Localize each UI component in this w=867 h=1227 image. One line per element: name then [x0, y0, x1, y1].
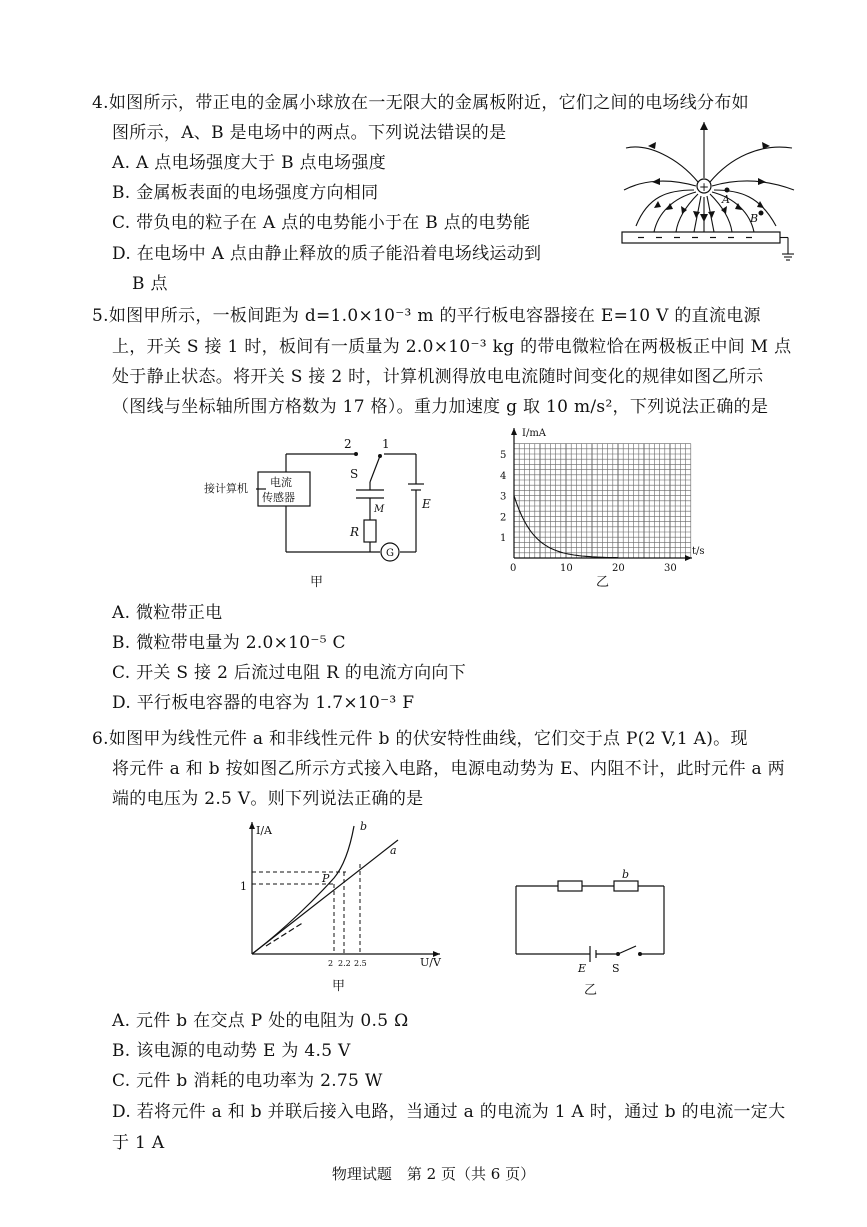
q4-stem-line-2: 图所示，A、B 是电场中的两点。下列说法错误的是: [112, 123, 507, 143]
q5-circuit-figure: [200, 434, 440, 594]
q4-option-d: D. 在电场中 A 点由静止释放的质子能沿着电场线运动到: [112, 244, 542, 264]
point-m-label: M: [374, 504, 385, 515]
emf-label: E: [422, 497, 431, 511]
element-a: [558, 881, 582, 891]
q6-graph-caption: 甲: [332, 979, 346, 994]
x-tick-label: 10: [560, 563, 573, 574]
q6-switch-label: S: [612, 962, 620, 975]
q4-option-b: B. 金属板表面的电场强度方向相同: [112, 183, 379, 203]
q6-circuit-caption: 乙: [584, 983, 598, 998]
u-tick-2-5: 2.5: [354, 959, 367, 968]
computer-label: 接计算机: [204, 482, 248, 495]
q4-stem-line-1: 4.如图所示，带正电的金属小球放在一无限大的金属板附近，它们之间的电场线分布如: [92, 93, 749, 113]
q5-option-a: A. 微粒带正电: [112, 603, 223, 623]
element-b-label: b: [622, 868, 630, 881]
x-axis-label: t/s: [692, 546, 705, 557]
i-axis-label: I/A: [256, 824, 272, 837]
q6-stem-line-3: 端的电压为 2.5 V。则下列说法正确的是: [112, 789, 424, 809]
ground-icon: [780, 238, 794, 261]
q4-option-d-cont: B 点: [132, 274, 168, 294]
curve-b: [252, 826, 354, 954]
q6-iv-graph: [226, 818, 456, 996]
q6-option-b: B. 该电源的电动势 E 为 4.5 V: [112, 1041, 351, 1061]
switch-label: S: [350, 467, 359, 481]
q5-stem-line-1: 5.如图甲所示，一板间距为 d=1.0×10⁻³ m 的平行板电容器接在 E=10 V 的直流电源: [92, 306, 761, 326]
curve-b-label: b: [360, 820, 368, 833]
sensor-label-1: 电流: [270, 476, 292, 489]
x-tick-label: 0: [510, 563, 517, 574]
q5-option-b: B. 微粒带电量为 2.0×10⁻⁵ C: [112, 633, 346, 653]
plus-label: +: [699, 180, 710, 194]
q6-emf-label: E: [578, 962, 587, 975]
page-footer: 物理试题 第 2 页（共 6 页）: [331, 1165, 536, 1183]
q6-series-circuit: [508, 866, 672, 998]
q6-option-a: A. 元件 b 在交点 P 处的电阻为 0.5 Ω: [112, 1011, 409, 1031]
metal-plate: [622, 232, 780, 243]
galvanometer-label: G: [386, 548, 394, 559]
point-a-label: A: [722, 193, 730, 206]
u-tick-2-2: 2.2: [338, 959, 351, 968]
point-b-dot: [759, 211, 764, 216]
x-tick-label: 20: [612, 563, 625, 574]
q4-option-a: A. A 点电场强度大于 B 点电场强度: [112, 153, 387, 173]
resistor-label: R: [350, 525, 360, 539]
q5-current-graph: [492, 422, 712, 592]
q5-graph-caption: 乙: [596, 575, 610, 590]
q6-option-c: C. 元件 b 消耗的电功率为 2.75 W: [112, 1071, 383, 1091]
resistor-r: [364, 520, 376, 542]
y-tick-label: 5: [500, 450, 507, 461]
u-tick-2: 2: [328, 959, 334, 968]
q6-stem-line-1: 6.如图甲为线性元件 a 和非线性元件 b 的伏安特性曲线，它们交于点 P(2 V,1 A)。现: [92, 729, 748, 749]
y-tick-label: 2: [500, 512, 507, 524]
y-axis-label: I/mA: [522, 428, 547, 439]
q5-option-c: C. 开关 S 接 2 后流过电阻 R 的电流方向向下: [112, 663, 466, 683]
q5-stem-line-4: （图线与坐标轴所围方格数为 17 格）。重力加速度 g 取 10 m/s²，下列说法正确的是: [112, 397, 769, 417]
u-axis-label: U/V: [420, 956, 441, 969]
y-tick-label: 4: [500, 470, 507, 482]
q6-option-d: D. 若将元件 a 和 b 并联后接入电路，当通过 a 的电流为 1 A 时，通过 b 的电流一定大: [112, 1102, 786, 1122]
point-p-label: P: [322, 872, 330, 885]
q4-field-figure: [618, 118, 800, 268]
q5-circuit-caption: 甲: [310, 575, 324, 590]
q4-option-c: C. 带负电的粒子在 A 点的电势能小于在 B 点的电势能: [112, 213, 531, 233]
q5-stem-line-2: 上，开关 S 接 1 时，板间有一质量为 2.0×10⁻³ kg 的带电微粒恰在两极板正中间 M 点: [112, 337, 792, 357]
sensor-label-2: 传感器: [262, 491, 295, 504]
switch-pos-2: 2: [344, 437, 352, 451]
switch-pos-1: 1: [382, 437, 390, 451]
x-tick-label: 30: [664, 563, 677, 574]
y-tick-label: 3: [500, 491, 507, 503]
q6-stem-line-2: 将元件 a 和 b 按如图乙所示方式接入电路，电源电动势为 E、内阻不计，此时元件 a 两: [112, 759, 785, 779]
q5-option-d: D. 平行板电容器的电容为 1.7×10⁻³ F: [112, 693, 415, 713]
point-a-dot: [725, 188, 730, 193]
q6-option-d-cont: 于 1 A: [112, 1133, 165, 1153]
i-tick-1: 1: [240, 880, 247, 893]
y-tick-label: 1: [500, 533, 507, 545]
q5-stem-line-3: 处于静止状态。将开关 S 接 2 时，计算机测得放电电流随时间变化的规律如图乙所示: [112, 367, 764, 387]
element-b: [614, 881, 638, 891]
curve-a-label: a: [390, 844, 397, 857]
point-b-label: B: [750, 212, 759, 225]
